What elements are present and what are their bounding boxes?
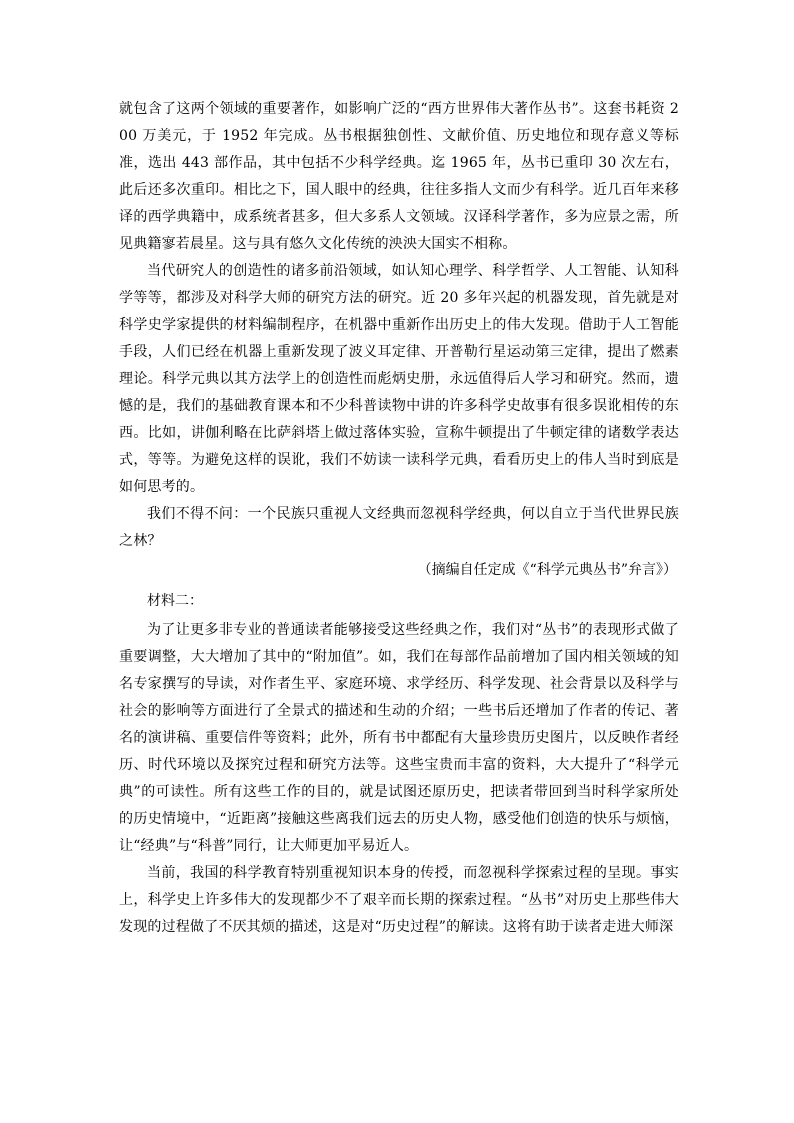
- paragraph-5: 当前，我国的科学教育特别重视知识本身的传授，而忽视科学探索过程的呈现。事实上，科学史上许多伟大的发现都少不了艰辛而长期的探索过程。“丛书”对历史上那些伟大发现的过程做了不厌其烦的描述，这是对“历史过程”的解读。这将有助于读者走进大师深: [119, 865, 679, 935]
- paragraph-1: 就包含了这两个领域的重要著作，如影响广泛的“西方世界伟大著作丛书”。这套书耗资 200 万美元，于 1952 年完成。丛书根据独创性、文献价值、历史地位和现存意义等标准，选出 443 部作品，其中包括不少科学经典。迄 1965 年，丛书已重印 30 次左右，此后还多次重印。相比之下，国人眼中的经典，往往多指人文而少有科学。近几百年来移译的西学典籍中，成系统者甚多，但大多系人文领域。汉译科学著作，多为应景之需，所见典籍寥若晨星。这与具有悠久文化传统的泱泱大国实不相称。: [119, 101, 679, 252]
- document-page: [119, 96, 679, 941]
- paragraph-4: 为了让更多非专业的普通读者能够接受这些经典之作，我们对“丛书”的表现形式做了重要调整，大大增加了其中的“附加值”。如，我们在每部作品前增加了国内相关领域的知名专家撰写的导读，对作者生平、家庭环境、求学经历、科学发现、社会背景以及科学与社会的影响等方面进行了全景式的描述和生动的介绍；一些书后还增加了作者的传记、著名的演讲稿、重要信件等资料；此外，所有书中都配有大量珍贵历史图片，以反映作者经历、时代环境以及探究过程和研究方法等。这些宝贵而丰富的资料，大大提升了“科学元典”的可读性。所有这些工作的目的，就是试图还原历史，把读者带回到当时科学家所处的历史情境中，“近距离”接触这些离我们远去的历史人物，感受他们创造的快乐与烦恼，让“经典”与“科普”同行，让大师更加平易近人。: [119, 622, 679, 854]
- material-heading: 材料二：: [147, 593, 203, 609]
- source-citation: （摘编自任定成《“科学元典丛书”弁言》）: [417, 562, 677, 578]
- paragraph-3: 我们不得不问：一个民族只重视人文经典而忽视科学经典，何以自立于当代世界民族之林？: [119, 506, 679, 549]
- paragraph-2: 当代研究人的创造性的诸多前沿领域，如认知心理学、科学哲学、人工智能、认知科学等等，都涉及对科学大师的研究方法的研究。近 20 多年兴起的机器发现，首先就是对科学史学家提供的材料编制程序，在机器中重新作出历史上的伟大发现。借助于人工智能手段，人们已经在机器上重新发现了波义耳定律、开普勒行星运动第三定律，提出了燃素理论。科学元典以其方法学上的创造性而彪炳史册，永远值得后人学习和研究。然而，遗憾的是，我们的基础教育课本和不少科普读物中讲的许多科学史故事有很多误讹相传的东西。比如，讲伽利略在比萨斜塔上做过落体实验，宣称牛顿提出了牛顿定律的诸数学表达式，等等。为避免这样的误讹，我们不妨读一读科学元典，看看历史上的伟人当时到底是如何思考的。: [119, 263, 679, 495]
